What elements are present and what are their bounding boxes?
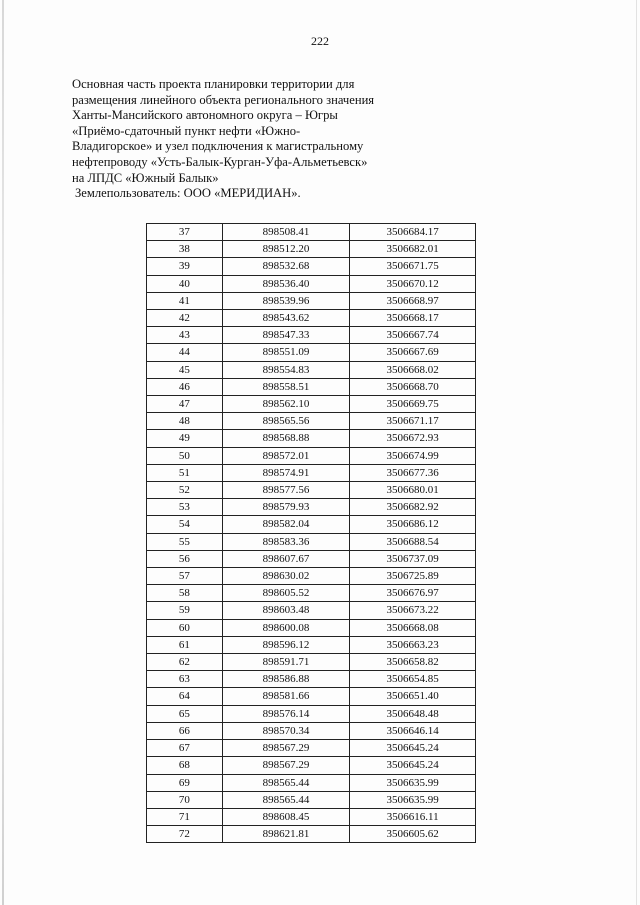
table-row xyxy=(147,533,476,550)
table-row xyxy=(147,413,476,430)
x-coordinate-cell: 898536.40 xyxy=(222,275,350,292)
point-number-cell: 45 xyxy=(147,361,223,378)
header-line: «Приёмо-сдаточный пункт нефти «Южно- xyxy=(72,123,301,138)
x-coordinate-cell: 898567.29 xyxy=(222,740,350,757)
x-coordinate-cell: 898568.88 xyxy=(222,430,350,447)
land-user: Землепользователь: ООО «МЕРИДИАН». xyxy=(75,186,301,201)
y-coordinate-cell: 3506648.48 xyxy=(350,705,476,722)
header-line: Владигорское» и узел подключения к магистральному xyxy=(72,139,364,154)
table-row xyxy=(147,740,476,757)
y-coordinate-cell: 3506668.17 xyxy=(350,310,476,327)
y-coordinate-cell: 3506671.75 xyxy=(350,258,476,275)
y-coordinate-cell: 3506686.12 xyxy=(350,516,476,533)
x-coordinate-cell: 898558.51 xyxy=(222,378,350,395)
table-row xyxy=(147,774,476,791)
table-row xyxy=(147,361,476,378)
y-coordinate-cell: 3506668.02 xyxy=(350,361,476,378)
table-row xyxy=(147,378,476,395)
table-row xyxy=(147,585,476,602)
x-coordinate-cell: 898565.44 xyxy=(222,774,350,791)
header-line: Ханты-Мансийского автономного округа – Югры xyxy=(72,108,338,123)
x-coordinate-cell: 898608.45 xyxy=(222,808,350,825)
point-number-cell: 54 xyxy=(147,516,223,533)
y-coordinate-cell: 3506680.01 xyxy=(350,482,476,499)
point-number-cell: 64 xyxy=(147,688,223,705)
point-number-cell: 71 xyxy=(147,808,223,825)
point-number-cell: 49 xyxy=(147,430,223,447)
x-coordinate-cell: 898577.56 xyxy=(222,482,350,499)
point-number-cell: 68 xyxy=(147,757,223,774)
point-number-cell: 58 xyxy=(147,585,223,602)
y-coordinate-cell: 3506668.08 xyxy=(350,619,476,636)
x-coordinate-cell: 898562.10 xyxy=(222,396,350,413)
x-coordinate-cell: 898572.01 xyxy=(222,447,350,464)
table-row xyxy=(147,292,476,309)
y-coordinate-cell: 3506651.40 xyxy=(350,688,476,705)
point-number-cell: 42 xyxy=(147,310,223,327)
x-coordinate-cell: 898591.71 xyxy=(222,654,350,671)
table-row xyxy=(147,602,476,619)
point-number-cell: 57 xyxy=(147,568,223,585)
y-coordinate-cell: 3506671.17 xyxy=(350,413,476,430)
x-coordinate-cell: 898579.93 xyxy=(222,499,350,516)
point-number-cell: 51 xyxy=(147,464,223,481)
y-coordinate-cell: 3506670.12 xyxy=(350,275,476,292)
header-line: Основная часть проекта планировки территории для xyxy=(72,77,355,91)
x-coordinate-cell: 898630.02 xyxy=(222,568,350,585)
x-coordinate-cell: 898603.48 xyxy=(222,602,350,619)
table-row xyxy=(147,516,476,533)
table-row xyxy=(147,327,476,344)
point-number-cell: 63 xyxy=(147,671,223,688)
table-row xyxy=(147,654,476,671)
point-number-cell: 69 xyxy=(147,774,223,791)
x-coordinate-cell: 898554.83 xyxy=(222,361,350,378)
point-number-cell: 66 xyxy=(147,722,223,739)
y-coordinate-cell: 3506668.97 xyxy=(350,292,476,309)
point-number-cell: 48 xyxy=(147,413,223,430)
x-coordinate-cell: 898581.66 xyxy=(222,688,350,705)
table-row xyxy=(147,568,476,585)
x-coordinate-cell: 898551.09 xyxy=(222,344,350,361)
table-row xyxy=(147,258,476,275)
x-coordinate-cell: 898596.12 xyxy=(222,636,350,653)
y-coordinate-cell: 3506682.01 xyxy=(350,241,476,258)
page-number: 222 xyxy=(311,34,329,48)
y-coordinate-cell: 3506688.54 xyxy=(350,533,476,550)
x-coordinate-cell: 898565.56 xyxy=(222,413,350,430)
table-row xyxy=(147,482,476,499)
y-coordinate-cell: 3506635.99 xyxy=(350,774,476,791)
y-coordinate-cell: 3506725.89 xyxy=(350,568,476,585)
point-number-cell: 61 xyxy=(147,636,223,653)
table-row xyxy=(147,464,476,481)
y-coordinate-cell: 3506654.85 xyxy=(350,671,476,688)
header-line: на ЛПДС «Южный Балык» xyxy=(72,170,219,185)
table-row xyxy=(147,430,476,447)
point-number-cell: 72 xyxy=(147,826,223,843)
y-coordinate-cell: 3506616.11 xyxy=(350,808,476,825)
table-row xyxy=(147,757,476,774)
table-row xyxy=(147,619,476,636)
scan-edge-right xyxy=(636,0,637,905)
table-row xyxy=(147,688,476,705)
y-coordinate-cell: 3506663.23 xyxy=(350,636,476,653)
point-number-cell: 52 xyxy=(147,482,223,499)
y-coordinate-cell: 3506737.09 xyxy=(350,550,476,567)
x-coordinate-cell: 898607.67 xyxy=(222,550,350,567)
table-row xyxy=(147,344,476,361)
y-coordinate-cell: 3506682.92 xyxy=(350,499,476,516)
point-number-cell: 53 xyxy=(147,499,223,516)
table-row xyxy=(147,636,476,653)
x-coordinate-cell: 898532.68 xyxy=(222,258,350,275)
table-row xyxy=(147,275,476,292)
point-number-cell: 60 xyxy=(147,619,223,636)
x-coordinate-cell: 898567.29 xyxy=(222,757,350,774)
y-coordinate-cell: 3506667.69 xyxy=(350,344,476,361)
y-coordinate-cell: 3506658.82 xyxy=(350,654,476,671)
y-coordinate-cell: 3506674.99 xyxy=(350,447,476,464)
y-coordinate-cell: 3506672.93 xyxy=(350,430,476,447)
point-number-cell: 38 xyxy=(147,241,223,258)
table-row xyxy=(147,722,476,739)
header-line: нефтепроводу «Усть-Балык-Курган-Уфа-Альметьевск» xyxy=(72,154,368,169)
y-coordinate-cell: 3506669.75 xyxy=(350,396,476,413)
point-number-cell: 43 xyxy=(147,327,223,344)
table-row xyxy=(147,808,476,825)
coordinates-table xyxy=(146,223,476,843)
table-row xyxy=(147,499,476,516)
point-number-cell: 44 xyxy=(147,344,223,361)
point-number-cell: 39 xyxy=(147,258,223,275)
y-coordinate-cell: 3506673.22 xyxy=(350,602,476,619)
table-row xyxy=(147,671,476,688)
table-row xyxy=(147,310,476,327)
y-coordinate-cell: 3506646.14 xyxy=(350,722,476,739)
y-coordinate-cell: 3506676.97 xyxy=(350,585,476,602)
table-row xyxy=(147,791,476,808)
x-coordinate-cell: 898582.04 xyxy=(222,516,350,533)
table-row xyxy=(147,550,476,567)
y-coordinate-cell: 3506667.74 xyxy=(350,327,476,344)
x-coordinate-cell: 898605.52 xyxy=(222,585,350,602)
y-coordinate-cell: 3506605.62 xyxy=(350,826,476,843)
y-coordinate-cell: 3506677.36 xyxy=(350,464,476,481)
scan-edge-left xyxy=(2,0,4,905)
point-number-cell: 59 xyxy=(147,602,223,619)
y-coordinate-cell: 3506645.24 xyxy=(350,757,476,774)
table-row xyxy=(147,241,476,258)
point-number-cell: 65 xyxy=(147,705,223,722)
point-number-cell: 41 xyxy=(147,292,223,309)
point-number-cell: 70 xyxy=(147,791,223,808)
y-coordinate-cell: 3506645.24 xyxy=(350,740,476,757)
x-coordinate-cell: 898574.91 xyxy=(222,464,350,481)
x-coordinate-cell: 898547.33 xyxy=(222,327,350,344)
y-coordinate-cell: 3506635.99 xyxy=(350,791,476,808)
x-coordinate-cell: 898565.44 xyxy=(222,791,350,808)
point-number-cell: 46 xyxy=(147,378,223,395)
table-row xyxy=(147,705,476,722)
table-row xyxy=(147,826,476,843)
point-number-cell: 47 xyxy=(147,396,223,413)
x-coordinate-cell: 898508.41 xyxy=(222,224,350,241)
x-coordinate-cell: 898583.36 xyxy=(222,533,350,550)
header-line: размещения линейного объекта регионального значения xyxy=(72,92,375,107)
x-coordinate-cell: 898576.14 xyxy=(222,705,350,722)
y-coordinate-cell: 3506668.70 xyxy=(350,378,476,395)
document-header xyxy=(72,77,492,202)
x-coordinate-cell: 898543.62 xyxy=(222,310,350,327)
point-number-cell: 40 xyxy=(147,275,223,292)
x-coordinate-cell: 898570.34 xyxy=(222,722,350,739)
point-number-cell: 37 xyxy=(147,224,223,241)
x-coordinate-cell: 898586.88 xyxy=(222,671,350,688)
coordinates-table-body xyxy=(147,224,476,843)
x-coordinate-cell: 898539.96 xyxy=(222,292,350,309)
point-number-cell: 50 xyxy=(147,447,223,464)
point-number-cell: 62 xyxy=(147,654,223,671)
point-number-cell: 55 xyxy=(147,533,223,550)
table-row xyxy=(147,224,476,241)
x-coordinate-cell: 898512.20 xyxy=(222,241,350,258)
x-coordinate-cell: 898600.08 xyxy=(222,619,350,636)
point-number-cell: 67 xyxy=(147,740,223,757)
y-coordinate-cell: 3506684.17 xyxy=(350,224,476,241)
table-row xyxy=(147,447,476,464)
table-row xyxy=(147,396,476,413)
x-coordinate-cell: 898621.81 xyxy=(222,826,350,843)
point-number-cell: 56 xyxy=(147,550,223,567)
